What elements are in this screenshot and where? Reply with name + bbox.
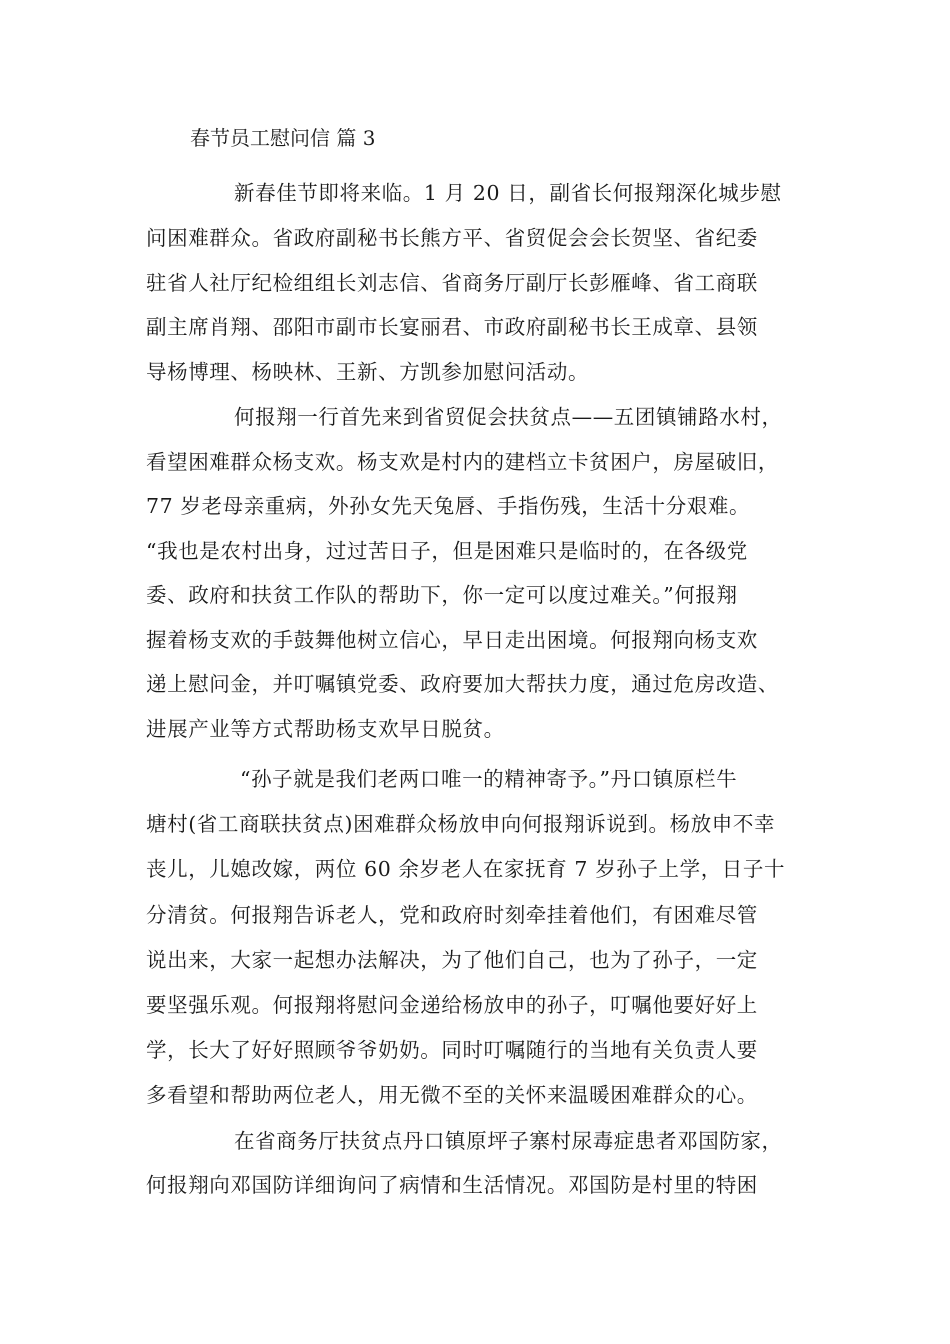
text-line: 递上慰问金，并叮嘱镇党委、政府要加大帮扶力度，通过危房改造、 [146,672,779,696]
text-line: 学，长大了好好照顾爷爷奶奶。同时叮嘱随行的当地有关负责人要 [146,1038,758,1063]
paragraph-1 [146,171,816,395]
text-line: 多看望和帮助两位老人，用无微不至的关怀来温暖困难群众的心。 [146,1083,758,1108]
text-line: 委、政府和扶贫工作队的帮助下，你一定可以度过难关。”何报翔 [146,583,738,607]
text-line: 塘村(省工商联扶贫点)困难群众杨放申向何报翔诉说到。杨放申不幸 [146,812,776,837]
text-line: 握着杨支欢的手鼓舞他树立信心，早日走出困境。何报翔向杨支欢 [146,627,758,652]
paragraph-2 [146,395,816,751]
text-line: 何报翔一行首先来到省贸促会扶贫点——五团镇铺路水村， [234,405,783,429]
page-title: 春节员工慰问信 篇 3 [190,126,376,150]
text-line: 要坚强乐观。何报翔将慰问金递给杨放申的孙子，叮嘱他要好好上 [146,993,758,1018]
text-line: 驻省人社厅纪检组组长刘志信、省商务厅副厅长彭雁峰、省工商联 [146,270,758,295]
text-line: 副主席肖翔、邵阳市副市长宴丽君、市政府副秘书长王成章、县领 [146,315,758,340]
text-line: 何报翔向邓国防详细询问了病情和生活情况。邓国防是村里的特困 [146,1173,758,1197]
text-line: “孙子就是我们老两口唯一的精神寄予。”丹口镇原栏牛 [240,767,738,791]
text-line: 说出来，大家一起想办法解决，为了他们自己，也为了孙子，一定 [146,947,758,972]
text-line: “我也是农村出身，过过苦日子，但是困难只是临时的，在各级党 [146,538,748,563]
text-line: 丧儿，儿媳改嫁，两位 60 余岁老人在家抚育 7 岁孙子上学，日子十 [146,857,786,882]
text-line: 在省商务厅扶贫点丹口镇原坪子寨村尿毒症患者邓国防家， [234,1129,783,1153]
text-line: 77 岁老母亲重病，外孙女先天兔唇、手指伤残，生活十分艰难。 [146,494,751,518]
text-line: 分清贫。何报翔告诉老人，党和政府时刻牵挂着他们，有困难尽管 [146,902,758,927]
text-line: 导杨博理、杨映林、王新、方凯参加慰问活动。 [146,360,590,385]
text-line: 新春佳节即将来临。1 月 20 日，副省长何报翔深化城步慰 [234,181,782,205]
paragraph-3 [146,757,816,1119]
text-line: 看望困难群众杨支欢。杨支欢是村内的建档立卡贫困户，房屋破旧， [146,449,779,474]
text-line: 问困难群众。省政府副秘书长熊方平、省贸促会会长贺坚、省纪委 [146,225,758,250]
text-line: 进展产业等方式帮助杨支欢早日脱贫。 [146,716,505,741]
paragraph-4 [146,1119,816,1207]
